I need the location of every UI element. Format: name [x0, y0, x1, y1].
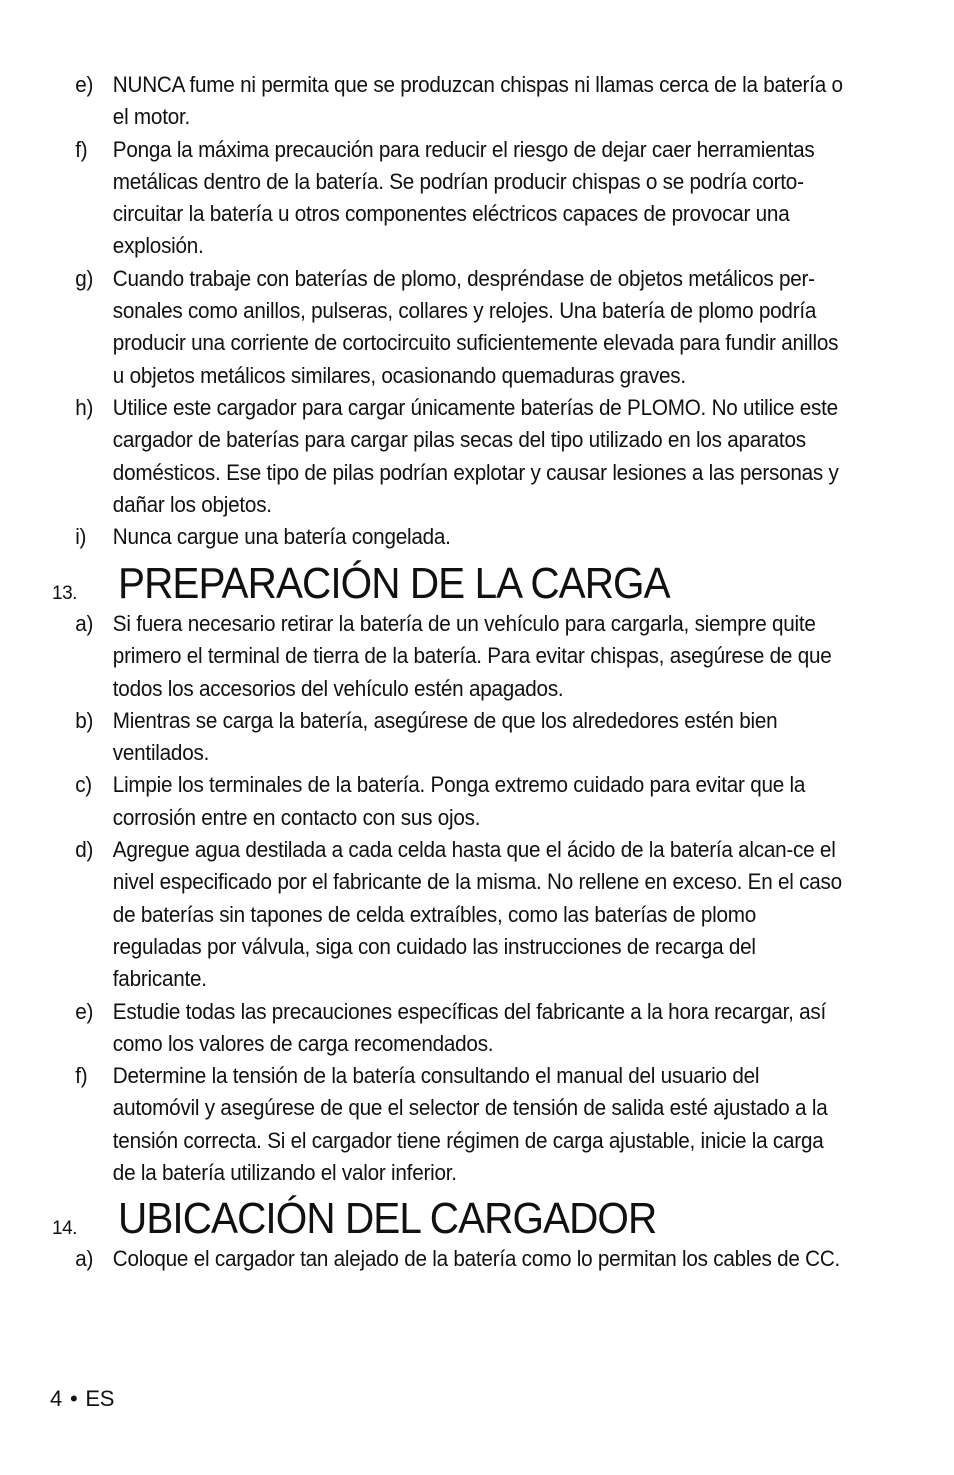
list-item — [0, 1060, 897, 1189]
list-marker: h) — [75, 394, 94, 420]
language-code: ES — [85, 1386, 115, 1411]
list-marker: f) — [75, 136, 88, 162]
list-item-text: Coloque el cargador tan alejado de la batería como lo permitan los cables de CC. — [112, 1246, 841, 1271]
section-heading-14 — [0, 1194, 954, 1246]
page-footer — [50, 1386, 114, 1412]
list-marker: b) — [75, 707, 94, 733]
section-heading-13 — [0, 559, 954, 611]
list-item-text: Si fuera necesario retirar la batería de un vehículo para cargarla, siempre quite primero el terminal de tierra de la batería. Para evitar chispas, asegúrese de que todos los accesorios del vehículo estén apagados. — [112, 611, 832, 701]
section-title: UBICACIÓN DEL CARGADOR — [118, 1194, 657, 1243]
list-marker: d) — [75, 837, 94, 863]
list-item-text: Limpie los terminales de la batería. Ponga extremo cuidado para evitar que la corrosión entre en contacto con sus ojos. — [112, 772, 806, 830]
list-item — [0, 134, 897, 263]
list-item-text: Estudie todas las precauciones específicas del fabricante a la hora recargar, así como los valores de carga recomendados. — [112, 998, 827, 1056]
list-item-text: Nunca cargue una batería congelada. — [112, 524, 451, 550]
section-title: PREPARACIÓN DE LA CARGA — [118, 559, 670, 608]
list-item — [0, 608, 897, 705]
list-item — [0, 705, 897, 770]
list-item — [0, 769, 897, 834]
section-number: 14. — [52, 1218, 77, 1239]
safety-list-continued — [0, 69, 954, 553]
list-item-text: Ponga la máxima precaución para reducir el riesgo de dejar caer herramientas metálicas dentro de la batería. Se podrían producir chispas o se podría corto-circuitar la batería u otros componentes eléctricos capaces de provocar una explosión. — [112, 136, 815, 259]
page-number: 4 — [50, 1386, 62, 1411]
list-item — [0, 69, 897, 134]
list-item — [0, 834, 897, 995]
list-item-text: NUNCA fume ni permita que se produzcan chispas ni llamas cerca de la batería o el motor. — [112, 72, 843, 130]
list-marker: g) — [75, 265, 94, 291]
section-13-list — [0, 608, 954, 1189]
list-item-text: Utilice este cargador para cargar únicamente baterías de PLOMO. No utilice este cargador de baterías para cargar pilas secas del tipo utilizado en los aparatos domésticos. Ese tipo de pilas podrían explotar y causar lesiones a las personas y dañar los objetos. — [112, 394, 839, 517]
list-marker: e) — [75, 998, 94, 1024]
list-marker: i) — [75, 524, 87, 550]
list-item — [0, 996, 897, 1061]
footer-separator: • — [69, 1386, 78, 1411]
list-marker: e) — [75, 72, 94, 97]
list-item — [0, 392, 897, 521]
section-14-list — [0, 1243, 954, 1275]
section-number: 13. — [52, 583, 77, 604]
list-item-text: Mientras se carga la batería, asegúrese de que los alrededores estén bien ventilados. — [112, 707, 778, 766]
list-item — [0, 1243, 897, 1275]
list-item-text: Cuando trabaje con baterías de plomo, despréndase de objetos metálicos per-sonales como anillos, pulseras, collares y relojes. Una batería de plomo podría producir una corriente de cortocircuito suficientemente elevada para fundir anillos u objetos metálicos similares, ocasionando quemaduras graves. — [112, 265, 839, 388]
list-marker: f) — [75, 1063, 88, 1089]
list-marker: a) — [75, 611, 94, 636]
list-marker: c) — [75, 772, 92, 798]
list-marker: a) — [75, 1246, 94, 1271]
list-item — [0, 263, 897, 392]
list-item-text: Agregue agua destilada a cada celda hasta que el ácido de la batería alcan-ce el nivel especificado por el fabricante de la misma. No rellene en exceso. En el caso de baterías sin tapones de celda extraíbles, como las baterías de plomo reguladas por válvula, siga con cuidado las instrucciones de recarga del fabricante. — [112, 837, 842, 992]
list-item — [0, 521, 897, 553]
list-item-text: Determine la tensión de la batería consultando el manual del usuario del automóvil y asegúrese de que el selector de tensión de salida esté ajustado a la tensión correcta. Si el cargador tiene régimen de carga ajustable, inicie la carga de la batería utilizando el valor inferior. — [112, 1063, 828, 1186]
